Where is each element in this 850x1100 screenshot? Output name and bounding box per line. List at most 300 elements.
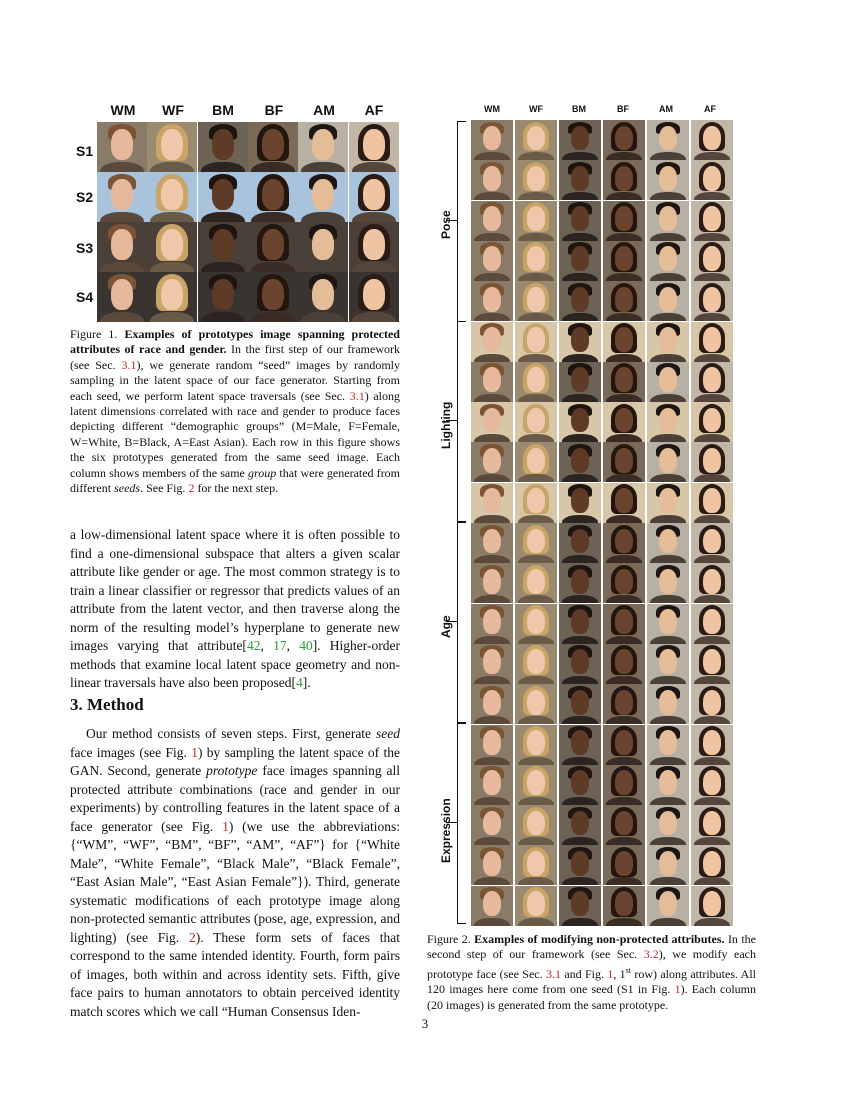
face-head [527, 730, 545, 755]
fig2-caption-text: In the second step of our framework (see Sec. [427, 932, 756, 962]
fig2-group-label-lighting: Lighting [439, 401, 453, 449]
face-thumbnail [471, 765, 513, 805]
face-thumbnail [647, 201, 689, 241]
face-body [518, 716, 555, 724]
face-thumbnail [647, 241, 689, 281]
face-body [562, 716, 599, 724]
face-head [527, 488, 545, 513]
face-head [615, 851, 633, 876]
face-head [615, 448, 633, 473]
face-thumbnail [515, 684, 557, 724]
face-thumbnail [603, 241, 645, 281]
face-head [703, 327, 721, 352]
face-head [615, 246, 633, 271]
face-body [518, 837, 555, 845]
face-thumbnail [559, 322, 601, 362]
face-body [694, 474, 731, 482]
face-head [111, 229, 133, 260]
body-paragraph-1 [70, 526, 400, 693]
face-thumbnail [559, 241, 601, 281]
face-body [694, 233, 731, 241]
face-body [474, 474, 511, 482]
ref-fig-2[interactable]: 2 [188, 481, 195, 496]
face-thumbnail [559, 644, 601, 684]
face-thumbnail [603, 684, 645, 724]
face-thumbnail [647, 362, 689, 402]
face-body [518, 797, 555, 805]
face-body [474, 676, 511, 684]
face-body [562, 515, 599, 523]
ref-fig-2[interactable]: 2 [188, 929, 196, 945]
fig1-face-grid [97, 122, 399, 322]
face-head [703, 811, 721, 836]
face-thumbnail [691, 483, 733, 523]
face-body [606, 757, 643, 765]
face-body [251, 312, 295, 322]
face-head [483, 569, 501, 594]
face-head [483, 609, 501, 634]
face-thumbnail [198, 272, 248, 322]
ref-sec-3-1[interactable]: 3.1 [121, 357, 137, 372]
face-head [571, 529, 589, 554]
face-head [483, 367, 501, 392]
face-body [562, 797, 599, 805]
face-head [363, 179, 385, 210]
face-head [659, 287, 677, 312]
face-head [659, 126, 677, 151]
face-head [527, 367, 545, 392]
fig2-caption-text: and Fig. [564, 966, 604, 981]
face-body [694, 595, 731, 603]
face-thumbnail [691, 845, 733, 885]
face-body [562, 192, 599, 200]
fig2-col-label-bm: BM [572, 104, 586, 114]
face-thumbnail [147, 172, 197, 222]
face-head [527, 206, 545, 231]
face-head [659, 206, 677, 231]
face-body [100, 312, 144, 322]
face-head [527, 287, 545, 312]
face-body [518, 676, 555, 684]
body-italic: seed [376, 726, 401, 741]
face-body [301, 312, 345, 322]
face-head [161, 279, 183, 310]
fig2-group-label-pose: Pose [439, 210, 453, 239]
face-head [111, 179, 133, 210]
face-body [694, 918, 731, 926]
face-head [659, 327, 677, 352]
fig1-col-label-wm: WM [110, 102, 136, 118]
face-body [694, 757, 731, 765]
face-head [703, 649, 721, 674]
face-head [571, 690, 589, 715]
face-head [659, 408, 677, 433]
face-head [615, 770, 633, 795]
face-head [312, 229, 334, 260]
face-body [650, 877, 687, 885]
face-thumbnail [471, 241, 513, 281]
face-head [571, 891, 589, 916]
face-body [694, 313, 731, 321]
fig2-caption [427, 932, 756, 1013]
face-thumbnail [559, 362, 601, 402]
face-thumbnail [471, 201, 513, 241]
face-body [474, 595, 511, 603]
face-thumbnail [647, 684, 689, 724]
face-body [474, 394, 511, 402]
face-head [571, 246, 589, 271]
fig2-col-label-af: AF [704, 104, 716, 114]
face-head [659, 488, 677, 513]
face-thumbnail [691, 362, 733, 402]
face-thumbnail [471, 120, 513, 160]
face-head [111, 279, 133, 310]
fig2-col-label-bf: BF [617, 104, 629, 114]
face-head [703, 569, 721, 594]
face-thumbnail [349, 222, 399, 272]
face-body [352, 262, 396, 272]
face-body [562, 152, 599, 160]
face-head [262, 279, 284, 310]
face-body [694, 515, 731, 523]
face-head [527, 569, 545, 594]
citation-17[interactable]: 17 [273, 638, 287, 653]
ref-sec-3-2[interactable]: 3.2 [643, 947, 659, 962]
face-head [312, 179, 334, 210]
face-body [650, 313, 687, 321]
face-thumbnail [471, 523, 513, 563]
face-head [527, 246, 545, 271]
face-body [474, 716, 511, 724]
fig1-caption [70, 327, 400, 496]
ref-sec-3-1[interactable]: 3.1 [349, 388, 365, 403]
face-head [571, 408, 589, 433]
fig1-row-label-s4: S4 [76, 289, 94, 305]
face-thumbnail [691, 120, 733, 160]
face-body [474, 152, 511, 160]
face-thumbnail [647, 725, 689, 765]
face-thumbnail [471, 886, 513, 926]
face-body [694, 555, 731, 563]
face-head [703, 770, 721, 795]
face-body [694, 394, 731, 402]
face-body [650, 394, 687, 402]
face-body [474, 555, 511, 563]
face-head [659, 770, 677, 795]
face-body [650, 757, 687, 765]
face-thumbnail [471, 402, 513, 442]
face-head [571, 649, 589, 674]
face-head [571, 811, 589, 836]
face-thumbnail [691, 886, 733, 926]
face-body [694, 636, 731, 644]
face-body [694, 152, 731, 160]
face-body [518, 152, 555, 160]
face-head [703, 287, 721, 312]
face-body [606, 877, 643, 885]
face-thumbnail [559, 201, 601, 241]
face-thumbnail [471, 160, 513, 200]
face-thumbnail [647, 805, 689, 845]
face-head [262, 129, 284, 160]
face-head [571, 367, 589, 392]
face-head [703, 529, 721, 554]
face-thumbnail [515, 201, 557, 241]
face-thumbnail [691, 684, 733, 724]
face-head [483, 649, 501, 674]
face-thumbnail [603, 765, 645, 805]
face-thumbnail [603, 201, 645, 241]
face-body [606, 515, 643, 523]
face-head [483, 730, 501, 755]
fig1-caption-italic: group [248, 465, 277, 480]
face-head [659, 448, 677, 473]
face-body [150, 312, 194, 322]
ref-fig-1[interactable]: 1 [674, 982, 681, 997]
face-head [111, 129, 133, 160]
face-thumbnail [515, 402, 557, 442]
face-body [562, 636, 599, 644]
citation-4[interactable]: 4 [296, 675, 303, 690]
face-body [694, 716, 731, 724]
face-thumbnail [471, 362, 513, 402]
face-thumbnail [515, 765, 557, 805]
face-head [659, 569, 677, 594]
face-head [659, 609, 677, 634]
face-body [606, 313, 643, 321]
face-thumbnail [559, 805, 601, 845]
face-thumbnail [198, 222, 248, 272]
bracket-expression [457, 723, 466, 924]
fig2-caption-text: ). Each column (20 images) is generated from the same prototype. [427, 982, 756, 1012]
face-head [483, 770, 501, 795]
face-thumbnail [298, 172, 348, 222]
face-body [562, 555, 599, 563]
face-body [606, 837, 643, 845]
face-thumbnail [515, 362, 557, 402]
face-thumbnail [647, 604, 689, 644]
citation-42[interactable]: 42 [246, 638, 261, 653]
fig2-caption-text: , 1 [613, 966, 626, 981]
face-thumbnail [97, 172, 147, 222]
fig1-row-label-s3: S3 [76, 240, 94, 256]
fig2-caption-bold: Examples of modifying non-protected attributes. [474, 932, 725, 946]
ref-fig-1[interactable]: 1 [222, 818, 229, 834]
face-thumbnail [603, 845, 645, 885]
face-thumbnail [515, 523, 557, 563]
fig2-caption-text: ), we modify each prototype face (see Sec. [427, 947, 756, 981]
fig2-col-label-wm: WM [484, 104, 500, 114]
face-body [650, 676, 687, 684]
face-thumbnail [559, 725, 601, 765]
face-head [483, 327, 501, 352]
fig1-caption-text: ), we generate random “seed” images by randomly sampling in the latent space of our face generator. Starting from each seed, we perform latent space traversals (see Sec. [70, 357, 400, 403]
body-text: , [260, 638, 274, 653]
face-body [201, 212, 245, 222]
face-thumbnail [691, 765, 733, 805]
face-head [571, 488, 589, 513]
face-head [527, 649, 545, 674]
fig1-col-label-bf: BF [264, 102, 284, 118]
face-body [150, 212, 194, 222]
face-thumbnail [559, 281, 601, 321]
face-body [100, 262, 144, 272]
face-body [474, 918, 511, 926]
face-head [659, 690, 677, 715]
face-body [150, 262, 194, 272]
face-thumbnail [198, 122, 248, 172]
face-thumbnail [298, 272, 348, 322]
face-thumbnail [147, 222, 197, 272]
face-body [650, 474, 687, 482]
face-body [100, 162, 144, 172]
ref-fig-1[interactable]: 1 [607, 966, 614, 981]
body-text: ]. [302, 675, 311, 690]
ref-sec-3-1[interactable]: 3.1 [545, 966, 561, 981]
face-head [527, 811, 545, 836]
face-body [562, 877, 599, 885]
face-body [606, 595, 643, 603]
face-body [518, 394, 555, 402]
face-thumbnail [471, 644, 513, 684]
face-thumbnail [471, 684, 513, 724]
citation-40[interactable]: 40 [299, 638, 313, 653]
face-head [483, 287, 501, 312]
face-head [615, 488, 633, 513]
face-body [201, 312, 245, 322]
face-body [474, 877, 511, 885]
face-body [518, 474, 555, 482]
face-thumbnail [691, 281, 733, 321]
face-body [650, 837, 687, 845]
face-body [518, 434, 555, 442]
face-body [562, 918, 599, 926]
face-head [262, 229, 284, 260]
face-thumbnail [97, 272, 147, 322]
face-thumbnail [603, 725, 645, 765]
fig1-caption-italic: seeds [114, 481, 141, 496]
face-body [606, 474, 643, 482]
face-thumbnail [471, 281, 513, 321]
face-head [363, 229, 385, 260]
face-thumbnail [603, 322, 645, 362]
face-body [650, 434, 687, 442]
face-head [483, 448, 501, 473]
face-head [615, 609, 633, 634]
face-body [474, 192, 511, 200]
face-head [703, 690, 721, 715]
face-body [650, 233, 687, 241]
face-head [571, 730, 589, 755]
face-head [703, 730, 721, 755]
face-body [694, 676, 731, 684]
face-body [606, 394, 643, 402]
fig1-col-label-wf: WF [162, 102, 184, 118]
face-thumbnail [471, 563, 513, 603]
face-head [615, 206, 633, 231]
face-thumbnail [603, 805, 645, 845]
face-body [650, 797, 687, 805]
face-thumbnail [515, 845, 557, 885]
face-thumbnail [349, 122, 399, 172]
fig1-caption-text: . See Fig. [140, 481, 186, 496]
face-thumbnail [603, 523, 645, 563]
face-thumbnail [97, 122, 147, 172]
face-head [527, 327, 545, 352]
face-body [606, 636, 643, 644]
fig1-col-label-am: AM [313, 102, 335, 118]
face-body [474, 313, 511, 321]
body-text: ). These form sets of faces that correspond to the same intended identity. Fourth, form pairs of images, both within and across identity sets. Fifth, give face pairs to human annotators to obtain perceived identity match scores which we call “Human Consensus Iden- [70, 929, 400, 1019]
face-thumbnail [515, 604, 557, 644]
face-thumbnail [248, 272, 298, 322]
face-thumbnail [603, 604, 645, 644]
face-head [659, 367, 677, 392]
face-thumbnail [603, 362, 645, 402]
face-head [703, 408, 721, 433]
face-head [483, 206, 501, 231]
face-head [703, 488, 721, 513]
body-text: ) (we use the abbreviations: {“WM”, “WF”, “BM”, “BF”, “AM”, “AF”} for {“White Male”, “White Female”, “Black Male”, “Black Female”, “East Asian Male”, “East Asian Female”}). Third, generate systematic modifications of each prototype image along non-protected semantic attributes (pose, age, expression, and lighting) (see Fig. [70, 818, 401, 945]
face-body [251, 262, 295, 272]
body-text: , [286, 638, 300, 653]
face-thumbnail [603, 483, 645, 523]
face-body [518, 233, 555, 241]
face-head [615, 529, 633, 554]
face-thumbnail [515, 160, 557, 200]
fig1-caption-text: for the next step. [197, 481, 279, 496]
face-head [161, 129, 183, 160]
face-body [518, 918, 555, 926]
face-thumbnail [647, 281, 689, 321]
face-head [571, 569, 589, 594]
face-head [703, 448, 721, 473]
face-body [474, 434, 511, 442]
ref-fig-1[interactable]: 1 [191, 744, 198, 760]
face-thumbnail [603, 402, 645, 442]
body-text: Our method consists of seven steps. First, generate [86, 726, 372, 741]
face-body [694, 797, 731, 805]
face-thumbnail [248, 172, 298, 222]
face-head [483, 246, 501, 271]
face-head [571, 609, 589, 634]
face-body [518, 636, 555, 644]
face-thumbnail [647, 644, 689, 684]
fig1-row-label-s2: S2 [76, 189, 94, 205]
face-head [483, 891, 501, 916]
face-head [615, 166, 633, 191]
face-body [606, 555, 643, 563]
face-body [100, 212, 144, 222]
face-thumbnail [603, 120, 645, 160]
body-text: a low-dimensional latent space where it is often possible to find a one-dimensional subspace that alters a given scalar attribute like gender or age. The most common strategy is to train a linear classifier or regressor that predicts values of an attribute from the latent vector, and then traverse along the norm of the resulting model’s hyperplane to generate new images varying that attribute[ [70, 527, 400, 653]
face-body [474, 515, 511, 523]
face-thumbnail [691, 523, 733, 563]
face-body [606, 273, 643, 281]
face-body [474, 837, 511, 845]
face-thumbnail [515, 241, 557, 281]
face-thumbnail [559, 604, 601, 644]
face-thumbnail [515, 120, 557, 160]
face-thumbnail [248, 222, 298, 272]
face-body [518, 273, 555, 281]
face-body [562, 394, 599, 402]
face-body [694, 273, 731, 281]
face-thumbnail [515, 886, 557, 926]
face-thumbnail [97, 222, 147, 272]
fig2-col-label-wf: WF [529, 104, 543, 114]
face-thumbnail [647, 523, 689, 563]
